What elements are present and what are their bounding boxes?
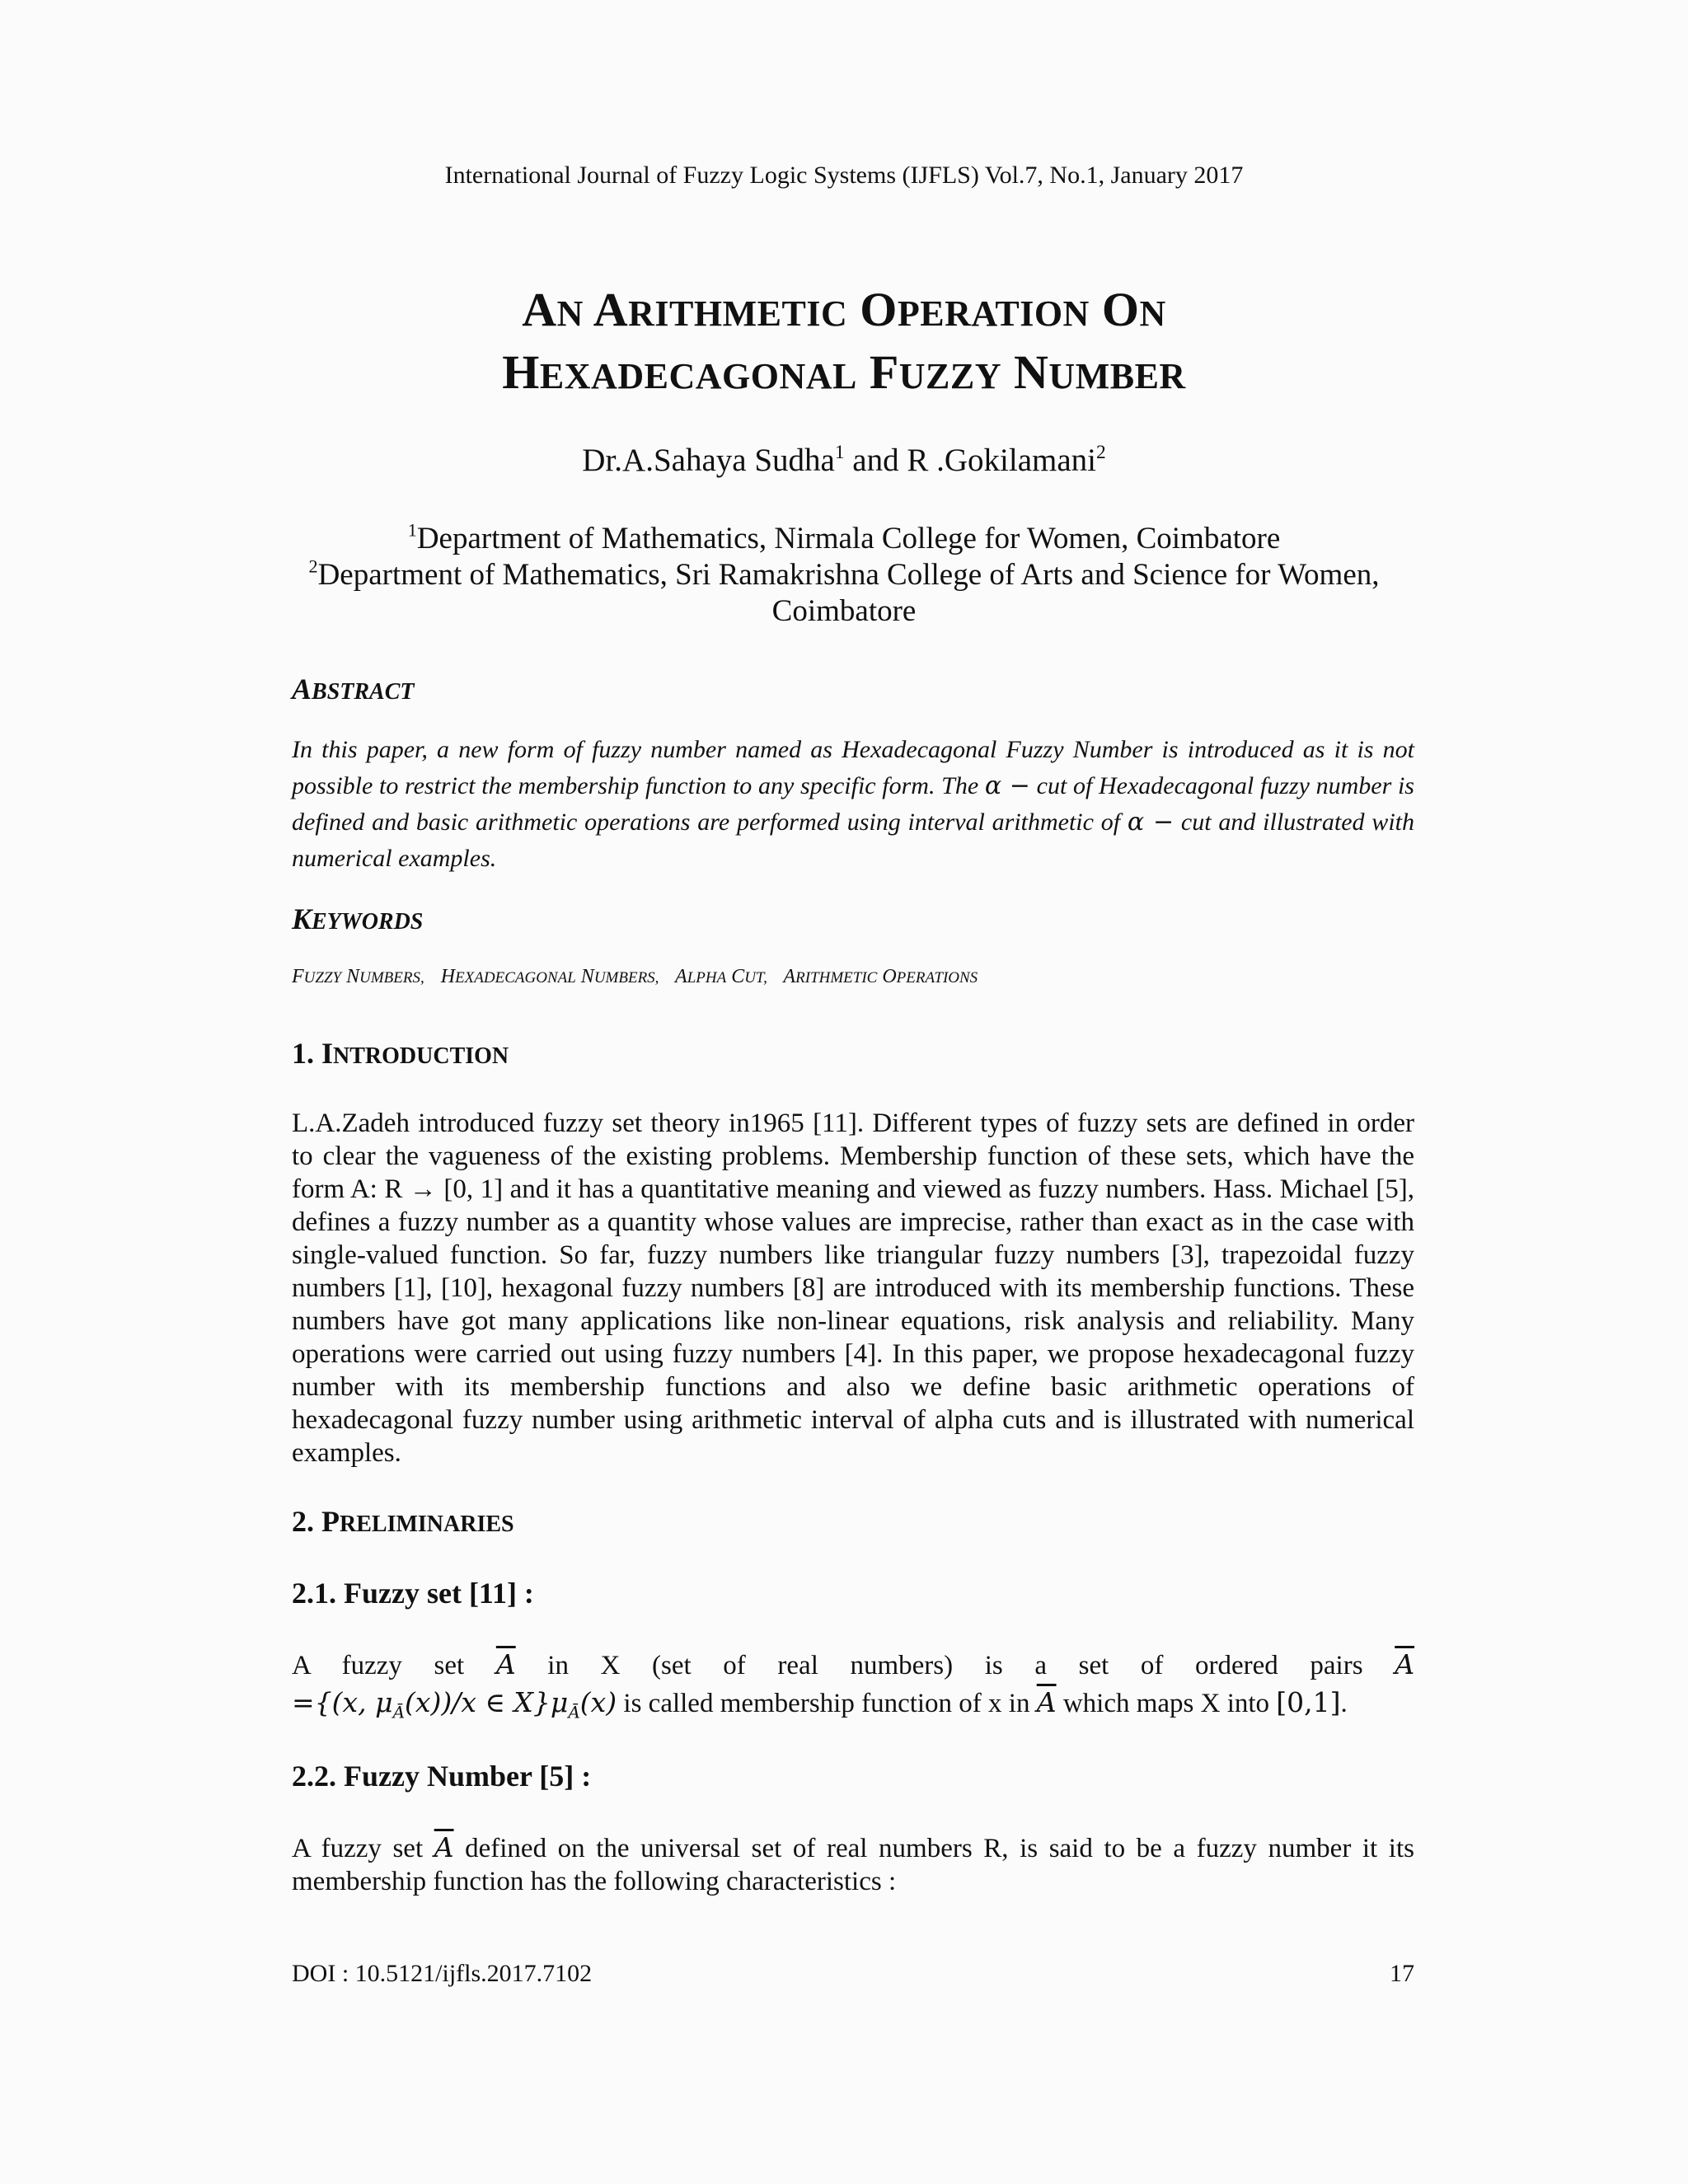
author-1-affiliation-mark: 1 — [834, 441, 845, 463]
keywords-list — [292, 966, 1414, 988]
title-word: NUMBER — [1014, 345, 1186, 399]
keyword: HEXADECAGONAL NUMBERS, — [440, 966, 659, 987]
keywords-heading: KEYWORDS — [292, 902, 424, 935]
paper-title-line-2 — [0, 341, 1688, 408]
keyword: FUZZY NUMBERS, — [292, 966, 424, 987]
abstract-heading: ABSTRACT — [292, 673, 415, 705]
title-word: ON — [1101, 283, 1166, 336]
unit-interval: [0,1] — [1276, 1686, 1341, 1718]
a-bar-symbol: $\overline{A}$ — [1395, 1648, 1415, 1680]
page-number: 17 — [1390, 1960, 1414, 1987]
affiliation-2: $^2$Department of Mathematics, Sri Ramakrishna College of Arts and Science for Women, — [308, 555, 1380, 592]
author-2: and R .Gokilamani — [844, 443, 1096, 478]
fuzzy-number-definition: A fuzzy set $\overline{A}$ defined on the universal set of real numbers R, is said to be a fuzzy number it its membership function has the following characteristics : — [292, 1831, 1414, 1896]
alpha-symbol: α − — [1127, 808, 1175, 837]
alpha-symbol: α − — [984, 771, 1030, 800]
abstract-text: In this paper, a new form of fuzzy number named as Hexadecagonal Fuzzy Number is introduced as it is not possible to restrict the membership function to any specific form. The α − cut of Hexadecagonal fuzzy number is defined and basic arithmetic operations are performed using interval arithmetic of α − cut and illustrated with numerical examples. — [292, 736, 1414, 872]
a-bar-symbol: $\overline{A}$ — [1036, 1686, 1057, 1718]
author-1: Dr.A.Sahaya Sudha — [582, 443, 835, 478]
keyword: ARITHMETIC OPERATIONS — [783, 966, 978, 987]
subsection-heading-fuzzy-set: 2.1. Fuzzy set [11] : — [292, 1577, 534, 1610]
fuzzy-set-definition-line-1: A fuzzy set $\overline{A}$ in X (set of real numbers) is a set of ordered pairs $\overline{A}$ — [292, 1648, 1415, 1680]
affiliation-1: $^1$Department of Mathematics, Nirmala College for Women, Coimbatore — [407, 519, 1281, 555]
a-bar-symbol: $\overline{A}$ — [434, 1831, 454, 1863]
title-word: HEXADECAGONAL — [502, 345, 857, 399]
a-bar-symbol: $\overline{A}$ — [495, 1648, 516, 1680]
title-word: ARITHMETIC — [593, 283, 848, 336]
title-word: AN — [522, 283, 584, 336]
title-word: OPERATION — [860, 283, 1090, 336]
section-heading-preliminaries: 2. PRELIMINARIES — [292, 1505, 514, 1538]
paper-title-line-1 — [0, 279, 1688, 345]
keyword: ALPHA CUT, — [675, 966, 767, 987]
introduction-text: L.A.Zadeh introduced fuzzy set theory in1965 [11]. Different types of fuzzy sets are defined in order to clear the vagueness of the existing problems. Membership function of these sets, which have the form A: R → [0, 1] and it has a quantitative meaning and viewed as fuzzy numbers. Hass. Michael [5], defines a fuzzy number as a quantity whose values are imprecise, rather than exact as in the case with single-valued function. So far, fuzzy numbers like triangular fuzzy numbers [3], trapezoidal fuzzy numbers [1], [10], hexagonal fuzzy numbers [8] are introduced with its membership functions. These numbers have got many applications like non-linear equations, risk analysis and reliability. Many operations were carried out using fuzzy numbers [4]. In this paper, we propose hexadecagonal fuzzy number with its membership functions and also we define basic arithmetic operations of hexadecagonal fuzzy number using arithmetic interval of alpha cuts and is illustrated with numerical examples. — [292, 1108, 1414, 1468]
section-heading-introduction: 1. INTRODUCTION — [292, 1037, 509, 1070]
doi: DOI : 10.5121/ijfls.2017.7102 — [292, 1960, 593, 1987]
author-2-affiliation-mark: 2 — [1096, 441, 1106, 463]
title-word: FUZZY — [869, 345, 1002, 399]
fuzzy-set-formula: ={(x, $\mu_Ā(x))/x$ ∈ $X\}\mu_Ā(x)$ — [292, 1686, 617, 1722]
running-head: International Journal of Fuzzy Logic Systems (IJFLS) Vol.7, No.1, January 2017 — [444, 162, 1244, 189]
affiliation-2-city: Coimbatore — [771, 594, 917, 628]
subsection-heading-fuzzy-number: 2.2. Fuzzy Number [5] : — [292, 1760, 592, 1793]
fuzzy-set-definition-line-2: ={(x, $\mu_Ā(x))/x$ ∈ $X\}\mu_Ā(x)$ is called membership function of x in $\overline{A}$ which maps X into [0,1]. — [292, 1686, 1348, 1722]
author-line — [0, 442, 1688, 479]
